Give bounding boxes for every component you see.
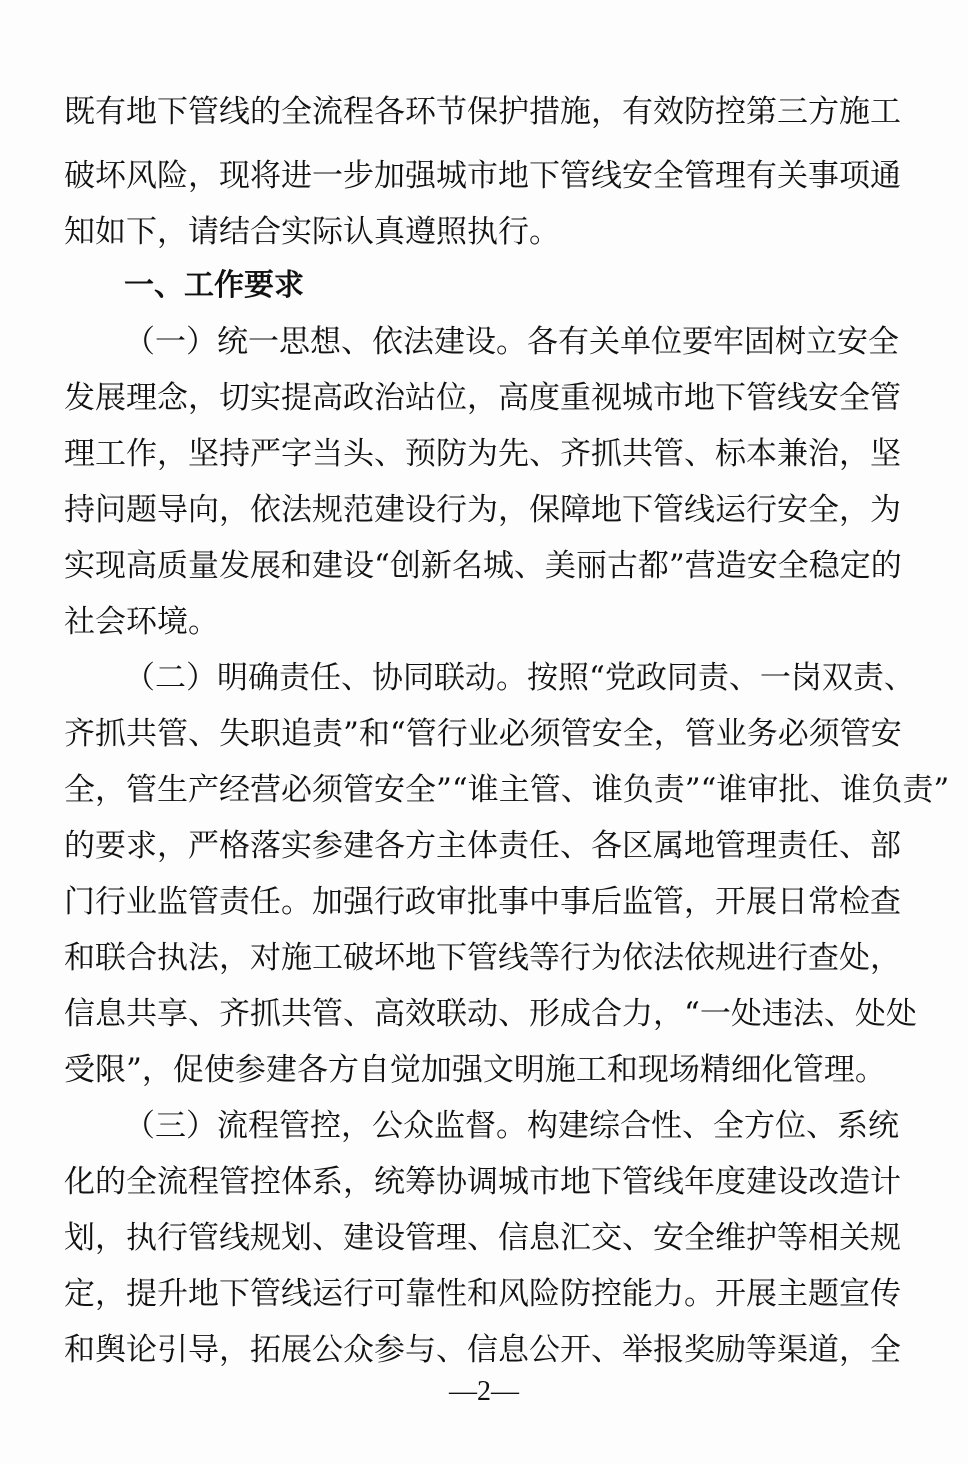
body-text-line: 和联合执法，对施工破坏地下管线等行为依法依规进行查处， xyxy=(64,940,901,976)
body-text-line: 信息共享、齐抓共管、高效联动、形成合力，“一处违法、处处 xyxy=(64,996,917,1032)
paragraph-first-line: （一）统一思想、依法建设。各有关单位要牢固树立安全 xyxy=(124,324,899,360)
body-text-line: 发展理念，切实提高政治站位，高度重视城市地下管线安全管 xyxy=(64,380,901,416)
body-text-line: 定，提升地下管线运行可靠性和风险防控能力。开展主题宣传 xyxy=(64,1276,901,1312)
body-text-line: 理工作，坚持严字当头、预防为先、齐抓共管、标本兼治，坚 xyxy=(64,436,901,472)
body-text-line: 的要求，严格落实参建各方主体责任、各区属地管理责任、部 xyxy=(64,828,901,864)
body-text-line: 和舆论引导，拓展公众参与、信息公开、举报奖励等渠道，全 xyxy=(64,1332,901,1368)
body-text-line: 齐抓共管、失职追责”和“管行业必须管安全，管业务必须管安 xyxy=(64,716,902,752)
body-text-line: 门行业监管责任。加强行政审批事中事后监管，开展日常检查 xyxy=(64,884,901,920)
body-text-line: 实现高质量发展和建设“创新名城、美丽古都”营造安全稳定的 xyxy=(64,548,902,584)
body-text-line: 受限”，促使参建各方自觉加强文明施工和现场精细化管理。 xyxy=(64,1052,886,1088)
body-text-line: 全，管生产经营必须管安全”“谁主管、谁负责”“谁审批、谁负责” xyxy=(64,772,950,808)
paragraph-first-line: （二）明确责任、协同联动。按照“党政同责、一岗双责、 xyxy=(124,660,915,696)
body-text-line: 知如下，请结合实际认真遵照执行。 xyxy=(64,214,560,250)
body-text-line: 既有地下管线的全流程各环节保护措施，有效防控第三方施工 xyxy=(64,94,901,130)
page-number: —2— xyxy=(449,1376,519,1407)
body-text-line: 社会环境。 xyxy=(64,604,219,640)
body-text-line: 破坏风险，现将进一步加强城市地下管线安全管理有关事项通 xyxy=(64,158,901,194)
body-text-line: 持问题导向，依法规范建设行为，保障地下管线运行安全，为 xyxy=(64,492,901,528)
body-text-line: 化的全流程管控体系，统筹协调城市地下管线年度建设改造计 xyxy=(64,1164,901,1200)
paragraph-first-line: （三）流程管控，公众监督。构建综合性、全方位、系统 xyxy=(124,1108,899,1144)
body-text-line: 划，执行管线规划、建设管理、信息汇交、安全维护等相关规 xyxy=(64,1220,901,1256)
section-heading: 一、工作要求 xyxy=(124,268,304,303)
